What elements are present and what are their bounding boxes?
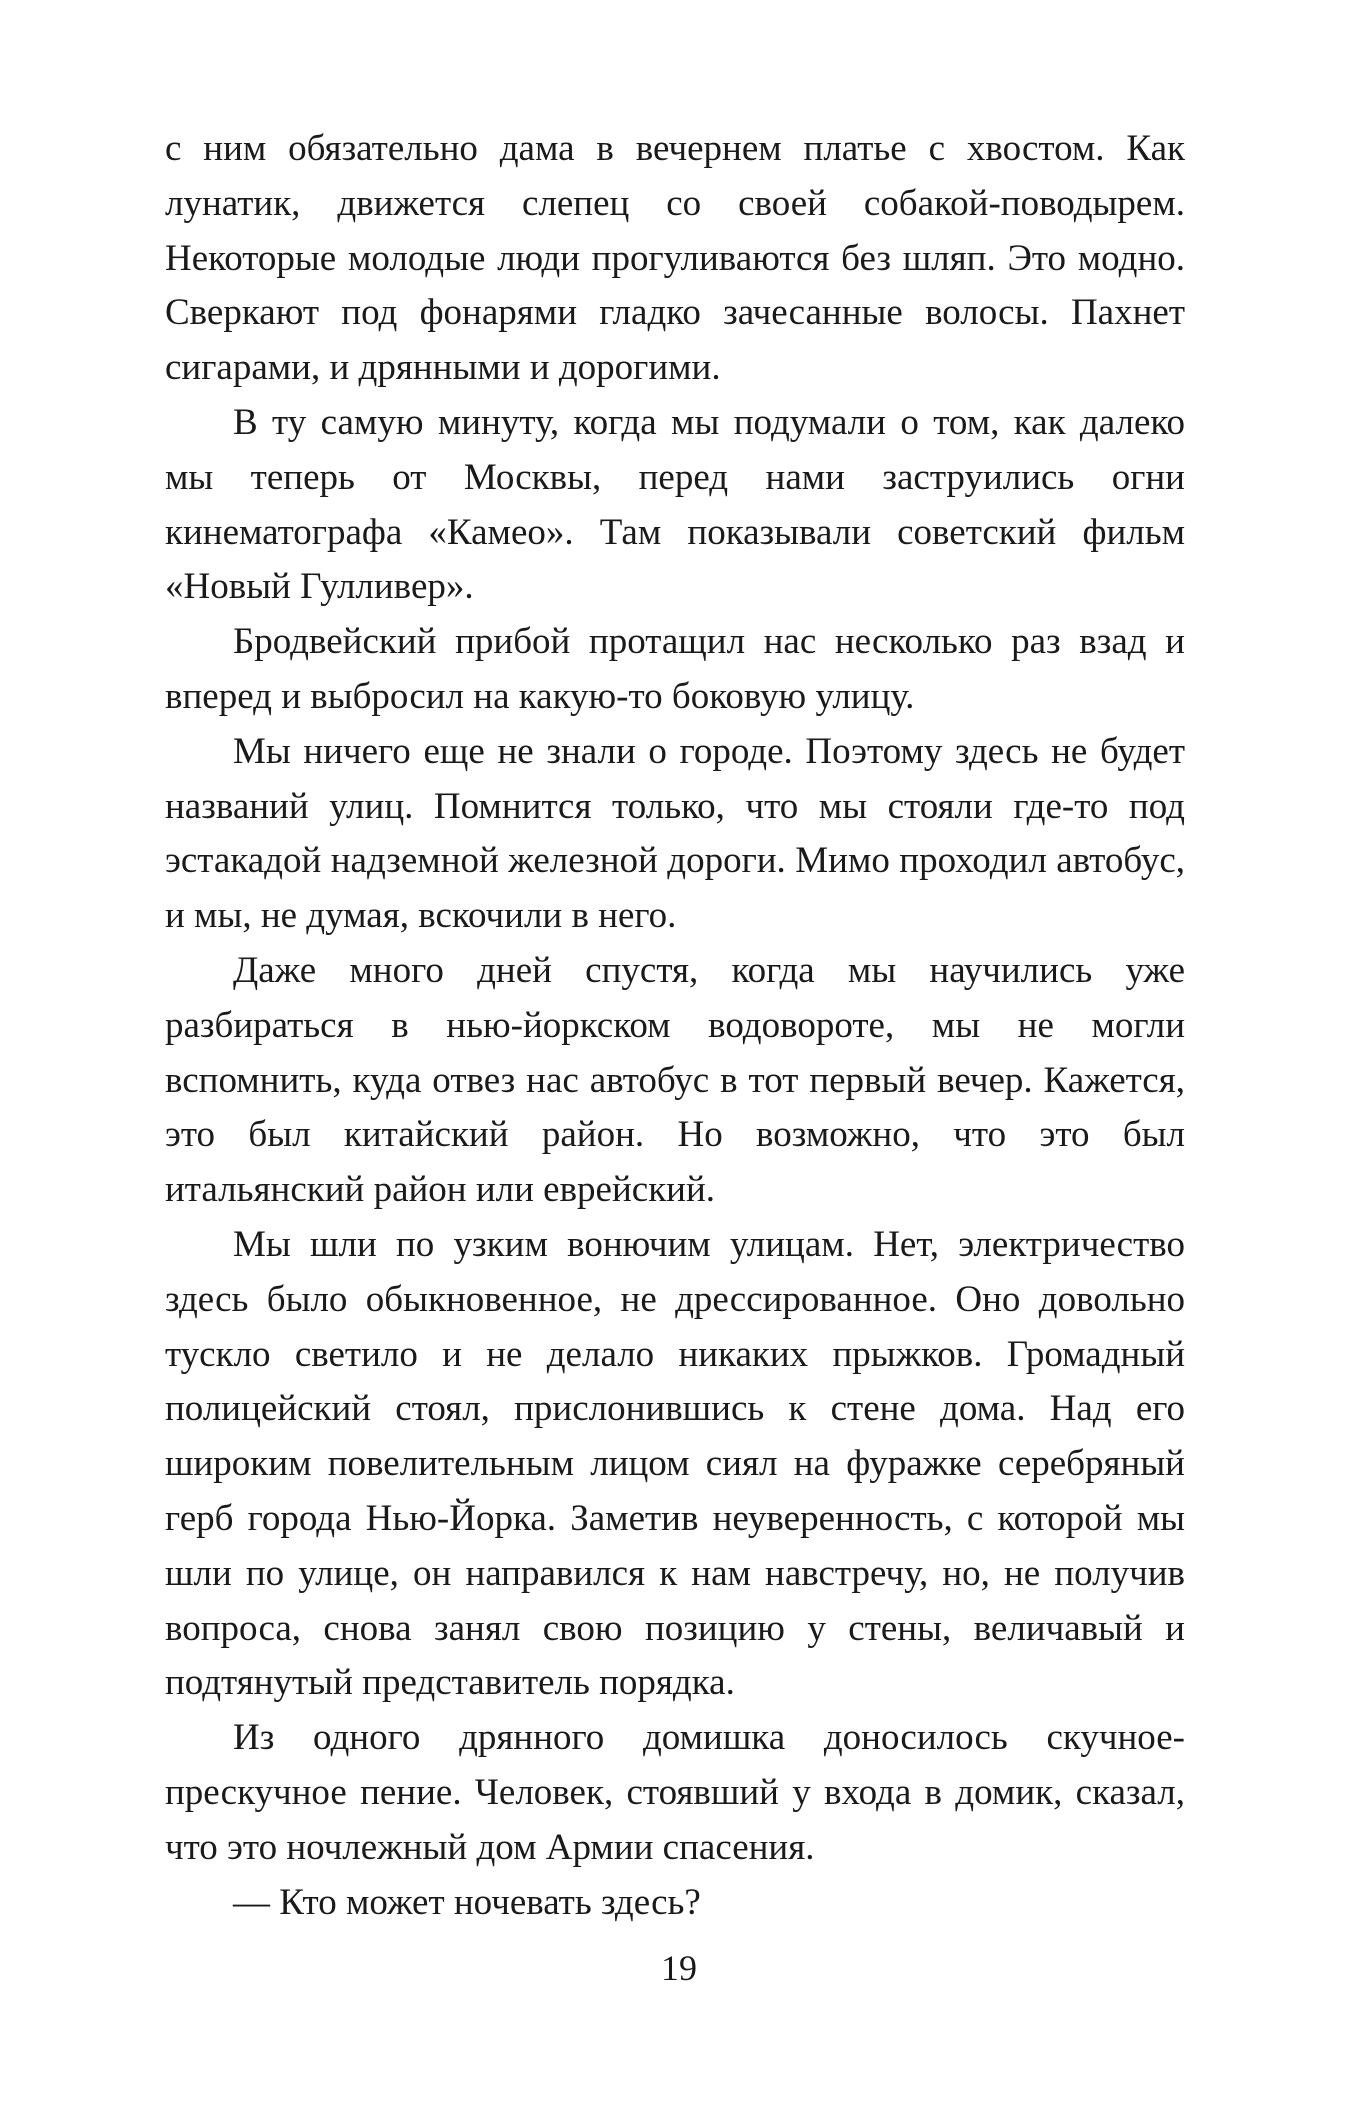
paragraph-continued: с ним обязательно дама в вечернем платье с хвостом. Как лунатик, движется слепец со своей собакой-поводырем. Некоторые молодые люди прогуливаются без шляп. Это модно. Сверкают под фонарями гладко зачесанные волосы. Пахнет сигарами, и дрянными и дорогими. xyxy=(165,128,1185,389)
paragraph: В ту самую минуту, когда мы подумали о том, как далеко мы теперь от Москвы, перед нами заструились огни кинематографа «Камео». Там показывали советский фильм «Новый Гулливер». xyxy=(165,401,1185,608)
paragraph: Из одного дрянного домишка доносилось скучное-прескучное пение. Человек, стоявший у входа в домик, сказал, что это ночлежный дом Армии спасения. xyxy=(165,1717,1185,1868)
paragraph: Мы шли по узким вонючим улицам. Нет, электричество здесь было обыкновенное, не дрессированное. Оно довольно тускло светило и не делало никаких прыжков. Громадный полицейский стоял, прислонившись к стене дома. Над его широким повелительным лицом сиял на фуражке серебряный герб города Нью-Йорка. Заметив неуверенность, с которой мы шли по улице, он направился к нам навстречу, но, не получив вопроса, снова занял свою позицию у стены, величавый и подтянутый представитель порядка. xyxy=(165,1223,1185,1704)
paragraph: Даже много дней спустя, когда мы научились уже разбираться в нью-йоркском водовороте, мы не могли вспомнить, куда отвез нас автобус в тот первый вечер. Кажется, это был китайский район. Но возможно, что это был итальянский район или еврейский. xyxy=(165,949,1185,1211)
body-text xyxy=(165,122,1185,1930)
paragraph: Бродвейский прибой протащил нас несколько раз взад и вперед и выбросил на какую-то боковую улицу. xyxy=(165,621,1185,717)
page-number: 19 xyxy=(661,1948,697,1988)
dialogue-line: — Кто может ночевать здесь? xyxy=(233,1881,701,1923)
paragraph: Мы ничего еще не знали о городе. Поэтому здесь не будет названий улиц. Помнится только, что мы стояли где-то под эстакадой надземной железной дороги. Мимо проходил автобус, и мы, не думая, вскочили в него. xyxy=(165,730,1185,937)
